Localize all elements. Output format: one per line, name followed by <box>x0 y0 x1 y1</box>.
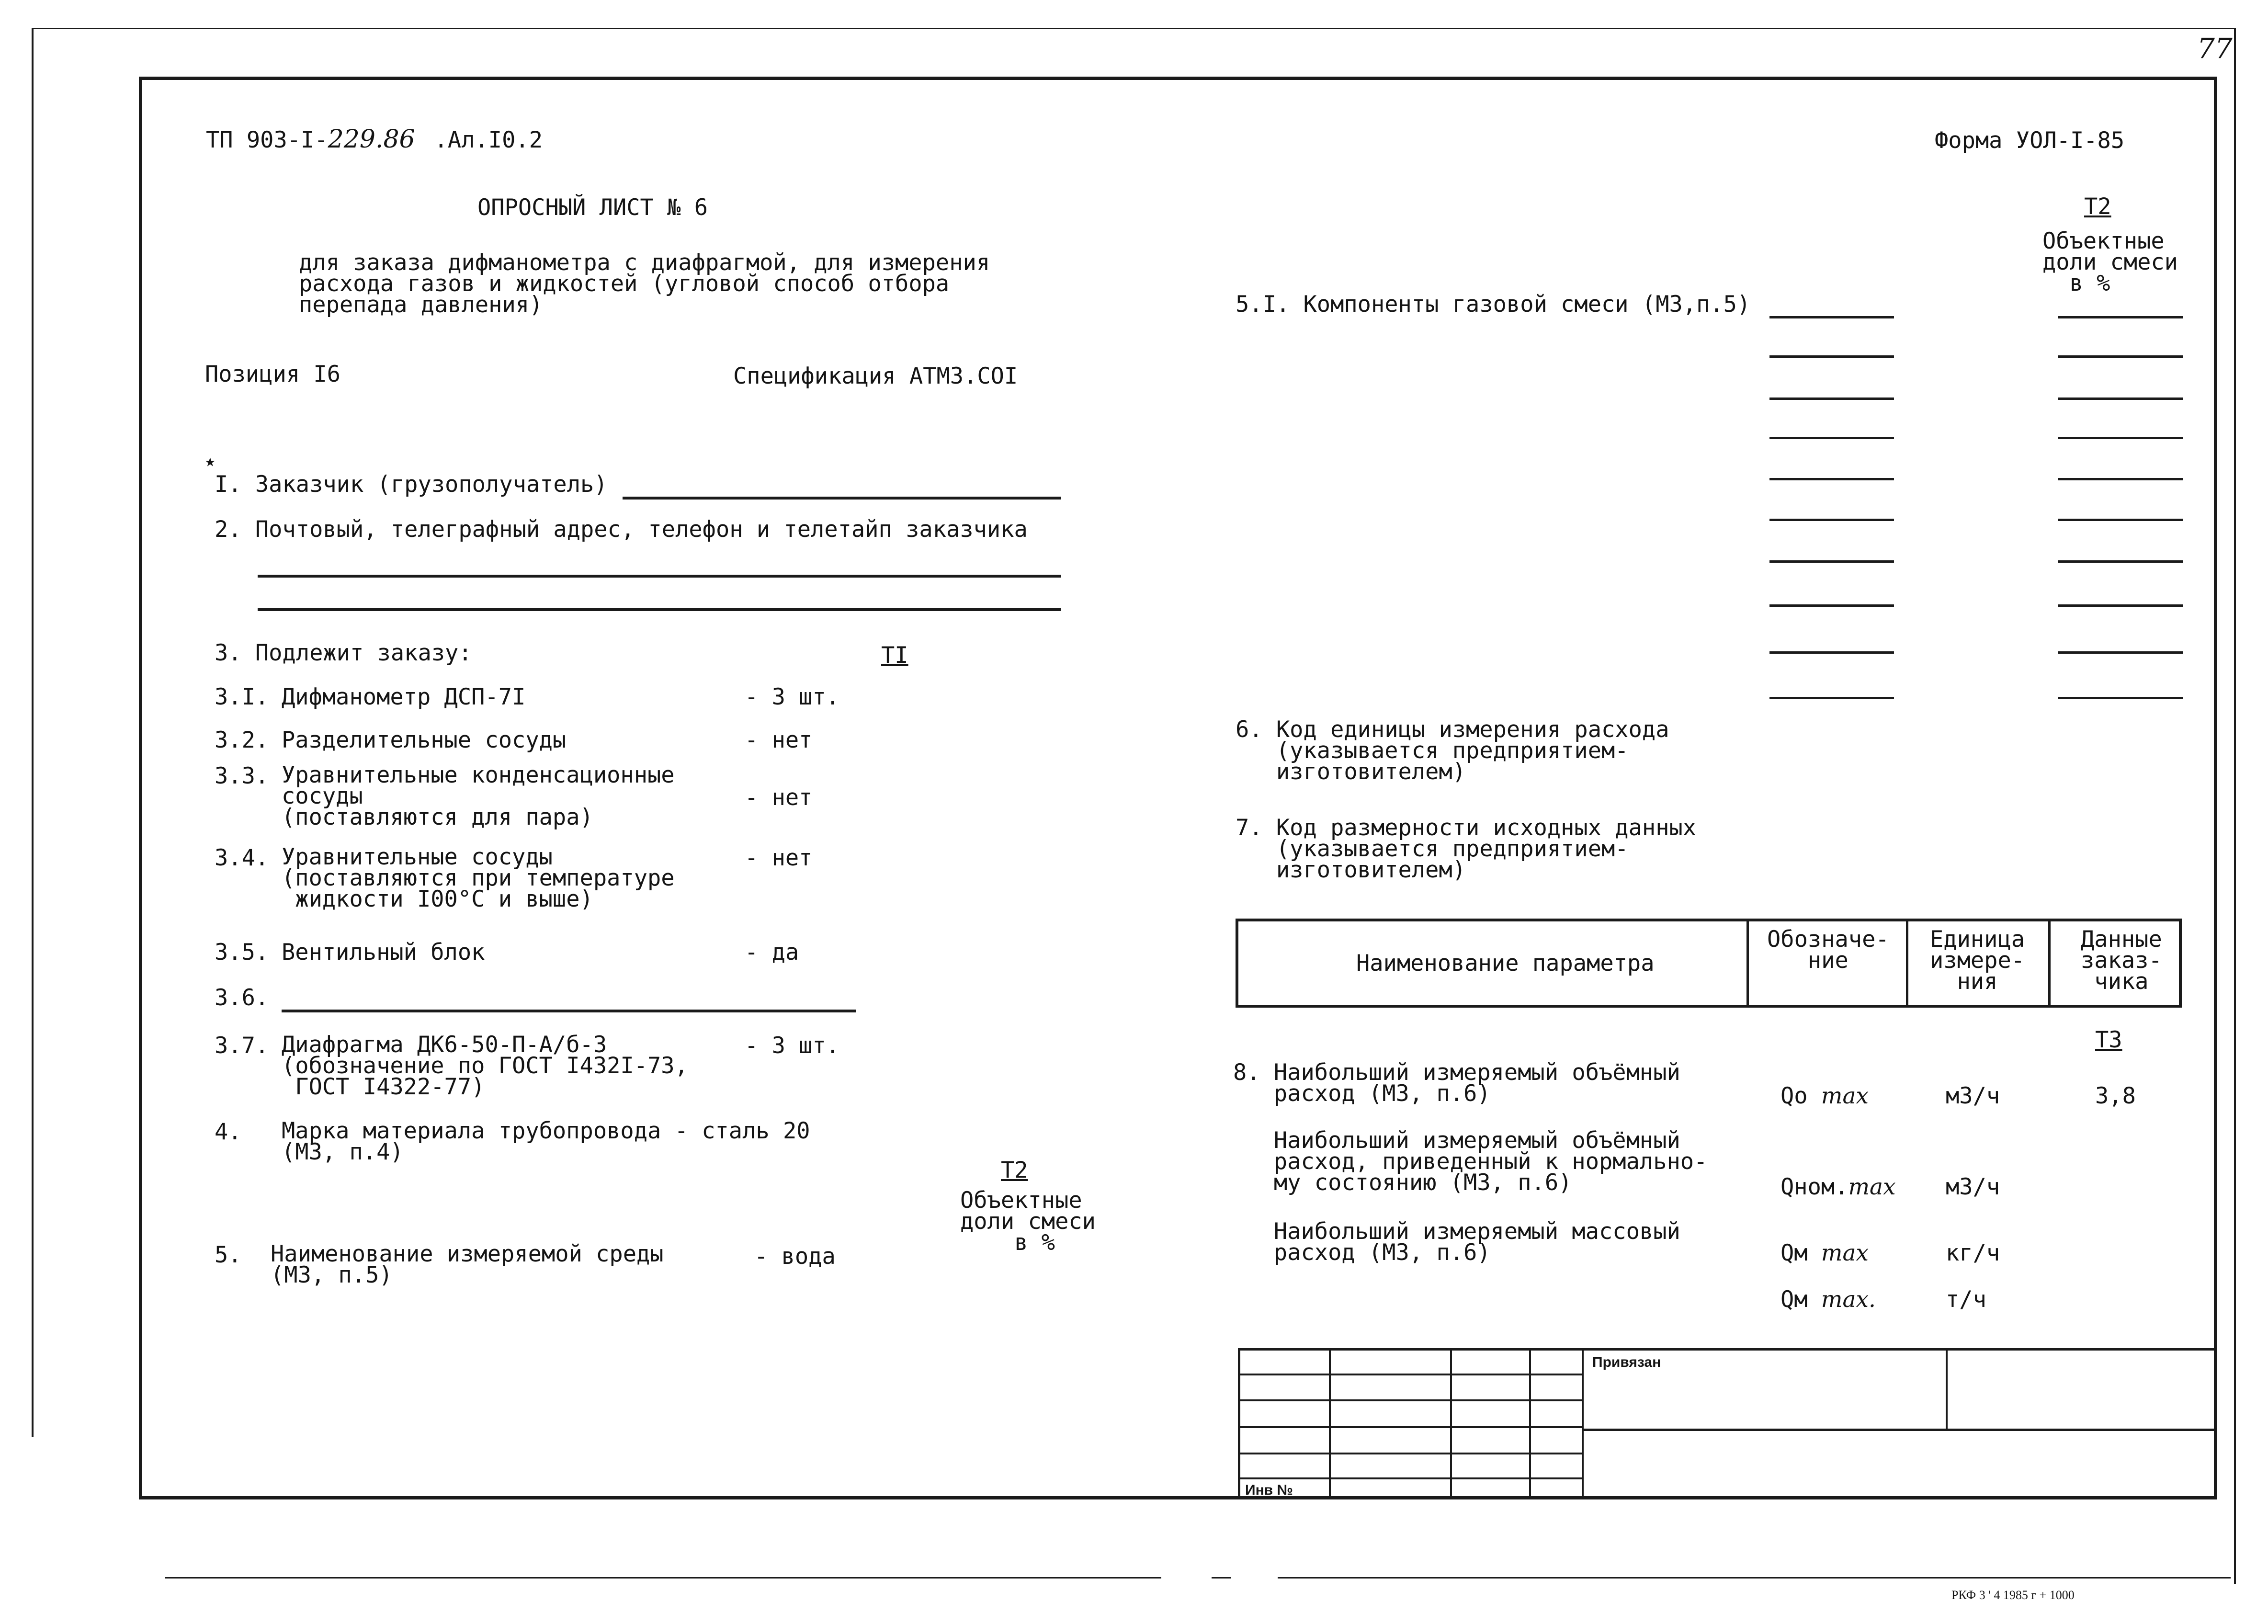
param-row-2-symbol <box>1780 1176 1896 1198</box>
item-3-2-number: 3.2. <box>215 727 269 753</box>
param-header-symbol: Обозначе- ние <box>1767 926 1889 974</box>
item-2-blank-2 <box>258 608 1061 611</box>
param-row-2-name: Наибольший измеряемый объёмный расход, приведенный к нормально- му состоянию (МЗ, п.6) <box>1273 1127 1708 1196</box>
stamp-col-4 <box>1582 1348 1584 1498</box>
frame-left <box>139 77 142 1499</box>
component-share-blank <box>2058 519 2183 521</box>
param-table-divider-3 <box>2048 919 2051 1008</box>
bottom-rule-mid <box>1212 1577 1231 1579</box>
frame-bottom <box>139 1496 2217 1499</box>
stamp-top <box>1238 1348 2216 1351</box>
component-share-blank <box>2058 355 2183 358</box>
document-code <box>206 127 543 152</box>
stamp-col-5 <box>1946 1348 1948 1430</box>
stamp-row-3 <box>1238 1426 1583 1428</box>
item-3-7-value: - 3 шт. <box>745 1033 840 1059</box>
stamp-col-2 <box>1450 1348 1452 1498</box>
item-3-7-number: 3.7. <box>215 1033 269 1059</box>
param-row-1-value: 3,8 <box>2095 1083 2136 1109</box>
component-share-blank <box>2058 478 2183 480</box>
component-blank <box>1769 697 1894 699</box>
stamp-col-1 <box>1329 1348 1331 1498</box>
item-5-number: 5. <box>215 1242 242 1268</box>
bottom-rule-left <box>165 1577 1161 1579</box>
stamp-left <box>1238 1348 1240 1498</box>
sheet-title: ОПРОСНЫЙ ЛИСТ № 6 <box>477 194 708 221</box>
param-row-3-name: Наибольший измеряемый массовый расход (МЗ, п.6) <box>1273 1218 1680 1266</box>
component-blank <box>1769 604 1894 607</box>
item-1-blank <box>623 497 1061 500</box>
param-row-4-symbol-text: Qм <box>1780 1286 1808 1313</box>
star-mark: ★ <box>205 451 215 471</box>
sheet-subtitle: для заказа дифманометра с диафрагмой, для измерения расхода газов и жидкостей (угловой способ отбора перепада давления) <box>299 250 990 318</box>
component-share-blank <box>2058 651 2183 654</box>
item-3-4-number: 3.4. <box>215 845 269 871</box>
stamp-row-6 <box>1238 1477 1583 1479</box>
stamp-row-5 <box>1238 1453 1583 1454</box>
param-row-3-symbol <box>1780 1242 1869 1264</box>
param-table-right <box>2179 919 2182 1008</box>
param-row-1-symbol-hw: max <box>1821 1083 1869 1109</box>
stamp-col-3 <box>1529 1348 1531 1498</box>
item-3-1-text: Дифманометр ДСП-7I <box>282 684 526 710</box>
param-table-left <box>1236 919 1238 1008</box>
sheet-top-border <box>32 28 2234 29</box>
item-6-text: 6. Код единицы измерения расхода (указывается предприятием- изготовителем) <box>1236 716 1669 785</box>
component-share-blank <box>2058 560 2183 563</box>
t2-right-caption: Объектные доли смеси в % <box>2042 228 2178 296</box>
component-blank <box>1769 651 1894 654</box>
param-row-4-unit: т/ч <box>1946 1286 1986 1313</box>
component-blank <box>1769 560 1894 563</box>
component-share-blank <box>2058 604 2183 607</box>
item-3-2-value: - нет <box>745 727 813 753</box>
param-row-3-unit: кг/ч <box>1946 1240 2000 1266</box>
component-blank <box>1769 397 1894 400</box>
param-row-4-symbol <box>1780 1288 1876 1311</box>
param-row-1-symbol-text: Qо <box>1780 1083 1808 1109</box>
param-row-3-symbol-text: Qм <box>1780 1240 1808 1266</box>
item-5-value: - вода <box>754 1243 836 1270</box>
stamp-privyazan-label: Привязан <box>1592 1354 1661 1370</box>
item-3-1-value: - 3 шт. <box>745 684 840 710</box>
stamp-inventory-label: Инв № <box>1245 1482 1293 1498</box>
item-3-3-text: Уравнительные конденсационные сосуды (поставляются для пара) <box>282 762 675 830</box>
param-header-name: Наименование параметра <box>1356 950 1655 977</box>
item-2-blank-1 <box>258 575 1061 578</box>
table-ref-t3: T3 <box>2095 1027 2122 1053</box>
param-table-top <box>1236 919 2181 921</box>
component-share-blank <box>2058 397 2183 400</box>
component-share-blank <box>2058 316 2183 318</box>
item-3-4-value: - нет <box>745 845 813 871</box>
param-header-customer-data: Данные заказ- чика <box>2081 926 2162 995</box>
footer-print-info: РКФ 3 ' 4 1985 г + 1000 <box>1951 1588 2075 1602</box>
table-ref-t2-left: T2 <box>1001 1157 1028 1183</box>
item-3-7-text: Диафрагма ДК6-50-П-А/б-3 (обозначение по ГОСТ I432I-73, ГОСТ I4322-77) <box>282 1032 688 1100</box>
item-3-1-number: 3.I. <box>215 684 269 710</box>
component-blank <box>1769 437 1894 439</box>
item-3-5-number: 3.5. <box>215 939 269 965</box>
stamp-row-4 <box>1582 1429 2216 1431</box>
sheet-right-border <box>2234 28 2236 1584</box>
component-blank <box>1769 478 1894 480</box>
item-3-3-number: 3.3. <box>215 763 269 789</box>
param-table-divider-2 <box>1906 919 1908 1008</box>
param-row-4-symbol-hw: max. <box>1821 1286 1876 1313</box>
component-share-blank <box>2058 697 2183 699</box>
item-2-label: 2. Почтовый, телеграфный адрес, телефон и телетайп заказчика <box>215 516 1028 543</box>
param-row-1-name: 8. Наибольший измеряемый объёмный расход (МЗ, п.6) <box>1233 1059 1680 1107</box>
param-header-unit: Единица измере- ния <box>1930 926 2025 995</box>
item-3-6-blank <box>282 1010 856 1012</box>
item-3-2-text: Разделительные сосуды <box>282 727 567 753</box>
param-row-1-symbol <box>1780 1085 1869 1107</box>
table-ref-t2-right: T2 <box>2084 193 2111 220</box>
frame-top <box>139 77 2217 80</box>
item-5-1-label: 5.I. Компоненты газовой смеси (МЗ,п.5) <box>1236 291 1751 318</box>
position-label: Позиция I6 <box>205 361 340 387</box>
item-3-label: 3. Подлежит заказу: <box>215 640 472 666</box>
table-ref-t1: TI <box>881 642 908 669</box>
frame-right <box>2214 77 2217 1499</box>
document-code-suffix: .Ал.I0.2 <box>434 127 543 153</box>
stamp-row-2 <box>1238 1399 1583 1401</box>
param-table-bottom <box>1236 1005 2181 1008</box>
param-row-1-unit: м3/ч <box>1946 1083 2000 1109</box>
item-3-5-text: Вентильный блок <box>282 939 485 965</box>
component-blank <box>1769 355 1894 358</box>
page-number: 77 <box>2197 32 2233 65</box>
item-3-5-value: - да <box>745 939 799 965</box>
param-row-2-unit: м3/ч <box>1946 1174 2000 1200</box>
item-1-label: I. Заказчик (грузополучатель) <box>215 471 608 498</box>
param-row-2-symbol-hw: max <box>1848 1174 1896 1200</box>
item-7-text: 7. Код размерности исходных данных (указывается предприятием- изготовителем) <box>1236 815 1697 883</box>
item-3-4-text: Уравнительные сосуды (поставляются при температуре жидкости I00°С и выше) <box>282 844 675 912</box>
item-3-6-number: 3.6. <box>215 985 269 1011</box>
spec-label: Спецификация АТМЗ.СОI <box>733 363 1018 389</box>
stamp-row-1 <box>1238 1374 1583 1375</box>
bottom-rule-right <box>1278 1577 2231 1579</box>
document-code-prefix: ТП 90З-I- <box>206 127 328 153</box>
param-row-2-symbol-text: Qном. <box>1780 1174 1848 1200</box>
component-share-blank <box>2058 437 2183 439</box>
form-code: Форма УОЛ-I-85 <box>1935 127 2125 154</box>
document-code-handwritten: 229.86 <box>328 125 415 154</box>
item-3-3-value: - нет <box>745 784 813 811</box>
param-table-divider-1 <box>1746 919 1749 1008</box>
component-blank <box>1769 519 1894 521</box>
item-4-number: 4. <box>215 1119 242 1145</box>
param-row-3-symbol-hw: max <box>1821 1240 1869 1266</box>
item-5-text: Наименование измеряемой среды (МЗ, п.5) <box>271 1241 664 1288</box>
sheet-left-border <box>32 29 34 1437</box>
component-blank <box>1769 316 1894 318</box>
item-4-text: Марка материала трубопровода - сталь 20 (МЗ, п.4) <box>282 1118 810 1165</box>
t2-left-caption: Объектные доли смеси в % <box>960 1187 1096 1256</box>
